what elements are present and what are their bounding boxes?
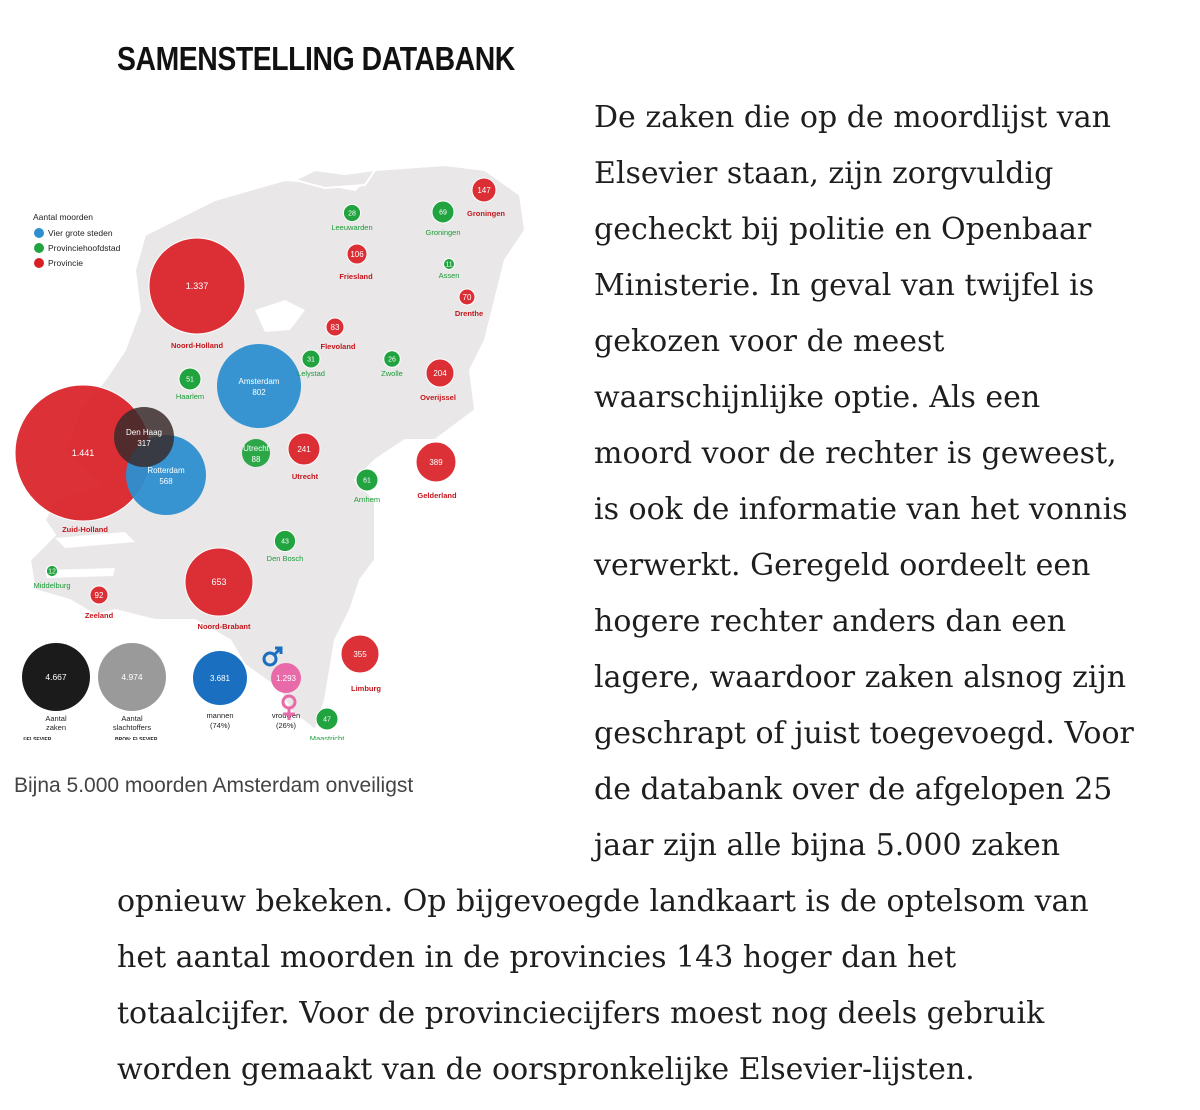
legend-swatch-provinces	[34, 258, 44, 268]
legend-swatch-big-cities	[34, 228, 44, 238]
paragraph-line: jaar zijn alle bijna 5.000 zaken	[594, 828, 1061, 863]
capital-label-zwolle: Zwolle	[381, 369, 403, 378]
total-value-label: 4.667	[45, 672, 67, 682]
bubble-value-label: 241	[297, 445, 311, 454]
capital-label-arnhem: Arnhem	[353, 495, 381, 504]
total-caption-line: Aantal	[121, 714, 143, 723]
paragraph-line: de databank over de afgelopen 25	[594, 772, 1113, 807]
province-label-flevoland: Flevoland	[320, 342, 356, 351]
bubble-value-label: 69	[439, 209, 447, 217]
paragraph-line: worden gemaakt van de oorspronkelijke Elsevier-lijsten.	[117, 1052, 975, 1087]
province-label-overijssel: Overijssel	[420, 393, 456, 402]
bubble-value-label: 70	[462, 293, 472, 302]
legend-label-provinces: Provincie	[48, 258, 83, 268]
bubble-value-label: 31	[307, 356, 315, 364]
capital-label-maastricht: Maastricht	[309, 734, 345, 740]
province-label-limburg: Limburg	[351, 684, 381, 693]
capital-label-assen: Assen	[438, 271, 460, 280]
paragraph-line: is ook de informatie van het vonnis	[594, 492, 1128, 527]
credit-label: BRON: ELSEVIER	[115, 737, 158, 740]
paragraph-line: totaalcijfer. Voor de provinciecijfers moest nog deels gebruik	[117, 996, 1045, 1031]
figure-caption: Bijna 5.000 moorden Amsterdam onveiligst	[14, 774, 414, 797]
province-label-gelderland: Gelderland	[417, 491, 457, 500]
netherlands-bubble-map	[15, 140, 540, 740]
bubble-city-den-haag-overlap	[114, 407, 174, 467]
province-label-zeeland: Zeeland	[84, 611, 114, 620]
bubble-value-label: 12	[48, 568, 56, 576]
bubble-value-label: 802	[252, 388, 266, 397]
province-label-utrecht: Utrecht	[291, 472, 319, 481]
bubble-value-label: 204	[433, 369, 447, 378]
paragraph-line: gekozen voor de meest	[594, 324, 945, 359]
map-figure	[15, 140, 540, 740]
bubble-value-label: 88	[251, 455, 261, 464]
legend-label-big-cities: Vier grote steden	[48, 228, 113, 238]
bubble-value-label: 43	[281, 538, 289, 546]
capital-label-lelystad: Lelystad	[297, 369, 325, 378]
paragraph-line: Elsevier staan, zijn zorgvuldig	[594, 156, 1054, 191]
total-value-label: 4.974	[121, 672, 143, 682]
bubble-value-label: 61	[363, 477, 371, 485]
bubble-value-label: 355	[353, 650, 367, 659]
paragraph-line: het aantal moorden in de provincies 143 hoger dan het	[117, 940, 957, 975]
paragraph-line: geschrapt of juist toegevoegd. Voor	[594, 716, 1134, 751]
paragraph-line: opnieuw bekeken. Op bijgevoegde landkaart is de optelsom van	[117, 884, 1089, 919]
province-label-zuid-holland: Zuid-Holland	[62, 525, 108, 534]
bubble-value-label: 11	[445, 261, 453, 269]
city-label-amsterdam: Amsterdam	[238, 377, 280, 386]
province-label-drenthe: Drenthe	[454, 309, 484, 318]
total-caption-line: zaken	[45, 723, 67, 732]
province-label-noord-brabant: Noord-Brabant	[197, 622, 251, 631]
capital-label-haarlem: Haarlem	[175, 392, 205, 401]
paragraph-line: moord voor de rechter is geweest,	[594, 436, 1117, 471]
legend	[33, 212, 121, 268]
legend-label-capitals: Provinciehoofdstad	[48, 243, 121, 253]
total-caption-line: slachtoffers	[112, 723, 152, 732]
bubble-value-label: 47	[323, 716, 331, 724]
city-label-den-haag: Den Haag	[125, 428, 163, 437]
legend-title: Aantal moorden	[33, 212, 94, 222]
gender-value-label: 1.293	[275, 674, 297, 683]
bubble-value-label: 26	[388, 356, 396, 364]
bubble-value-label: 317	[137, 439, 151, 448]
province-label-friesland: Friesland	[339, 272, 373, 281]
bubble-value-label: 106	[350, 250, 364, 259]
bubble-value-label: 83	[330, 323, 340, 332]
bubble-value-label: 568	[159, 477, 173, 486]
bubble-value-label: 1.441	[71, 448, 95, 458]
capital-label-middelburg: Middelburg	[33, 581, 71, 590]
city-label-utrecht: Utrecht	[243, 444, 269, 453]
gender-share: (26%)	[275, 721, 297, 730]
paragraph-line: waarschijnlijke optie. Als een	[594, 380, 1041, 415]
bubble-value-label: 92	[94, 591, 104, 600]
bubble-value-label: 147	[477, 186, 491, 195]
bubble-value-label: 389	[429, 458, 443, 467]
paragraph-line: verwerkt. Geregeld oordeelt een	[594, 548, 1091, 583]
bubble-city-amsterdam	[217, 344, 301, 428]
gender-caption: vrouwen	[271, 711, 301, 720]
paragraph-line: Ministerie. In geval van twijfel is	[594, 268, 1095, 303]
article-heading: SAMENSTELLING DATABANK	[117, 40, 515, 77]
paragraph-line: gecheckt bij politie en Openbaar	[594, 212, 1092, 247]
capital-label-den-bosch: Den Bosch	[266, 554, 304, 563]
total-caption-line: Aantal	[45, 714, 67, 723]
province-label-noord-holland: Noord-Holland	[170, 341, 224, 350]
bubble-value-label: 653	[211, 577, 227, 587]
capital-label-groningen: Groningen	[425, 228, 461, 237]
gender-share: (74%)	[209, 721, 231, 730]
credit-label: ©ELSEVIER	[23, 737, 52, 740]
gender-caption: mannen	[206, 711, 234, 720]
gender-value-label: 3.681	[209, 674, 231, 683]
legend-swatch-capitals	[34, 243, 44, 253]
paragraph-line: De zaken die op de moordlijst van	[594, 100, 1111, 135]
province-label-groningen: Groningen	[467, 209, 505, 218]
bubble-value-label: 51	[186, 376, 194, 384]
bubble-value-label: 28	[348, 210, 356, 218]
paragraph-line: hogere rechter anders dan een	[594, 604, 1067, 639]
capital-label-leeuwarden: Leeuwarden	[331, 223, 373, 232]
city-label-rotterdam: Rotterdam	[147, 466, 185, 475]
bubble-value-label: 1.337	[185, 281, 209, 291]
paragraph-line: lagere, waardoor zaken alsnog zijn	[594, 660, 1127, 695]
